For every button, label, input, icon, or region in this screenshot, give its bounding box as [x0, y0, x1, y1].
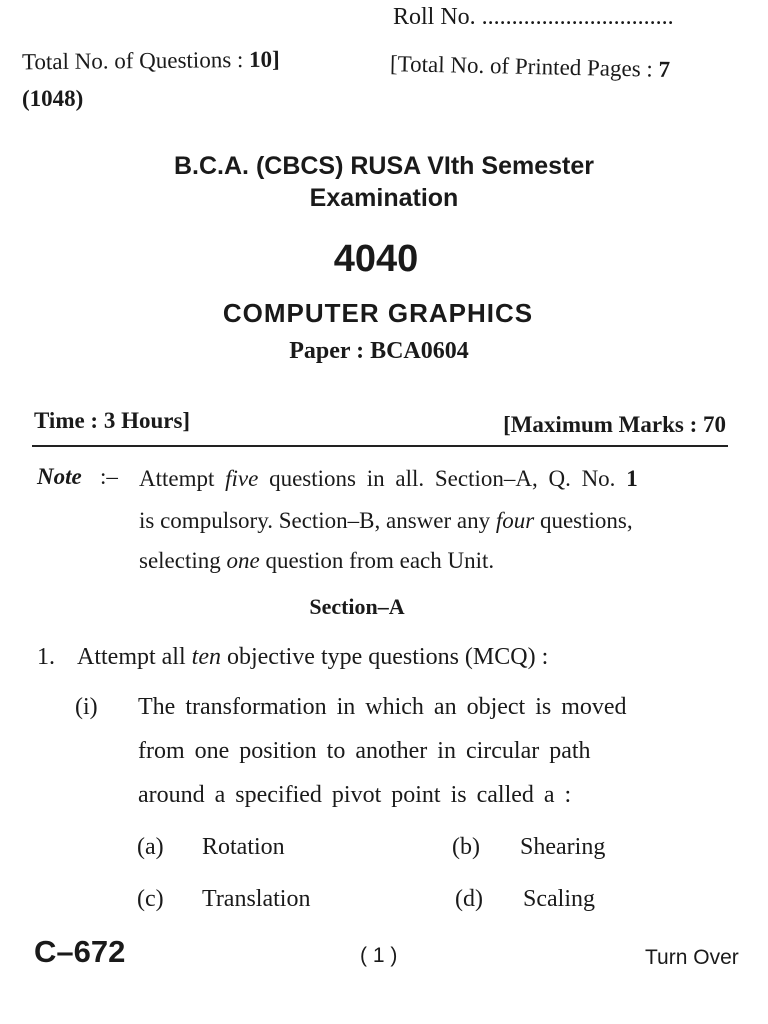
option-c-label: (c) — [137, 886, 164, 912]
subquestion-number: (i) — [75, 694, 98, 720]
roll-number-field: Roll No. ................................ — [393, 4, 674, 30]
exam-title-line1: B.C.A. (CBCS) RUSA VIth Semester — [174, 152, 594, 180]
subject-title: COMPUTER GRAPHICS — [222, 298, 534, 328]
total-printed-pages — [390, 51, 671, 83]
subquestion-line-3: around a specified pivot point is called a : — [138, 782, 572, 808]
total-questions — [22, 47, 280, 76]
option-d-label: (d) — [455, 886, 483, 912]
note-line-2: is compulsory. Section–B, answer any four questions, — [139, 508, 633, 533]
question-text: Attempt all ten objective type questions (MCQ) : — [77, 644, 549, 670]
page-number: ( 1 ) — [360, 944, 398, 967]
total-questions-label: Total No. of Questions : — [21, 46, 250, 75]
subquestion-line-2: from one position to another in circular path — [138, 738, 591, 764]
question-number: 1. — [37, 644, 55, 670]
turn-over-label: Turn Over — [645, 946, 739, 969]
option-c-text: Translation — [202, 886, 311, 912]
max-marks: [Maximum Marks : 70 — [503, 412, 726, 437]
total-pages-label: [Total No. of Printed Pages : — [389, 51, 659, 82]
note-line-3: selecting one question from each Unit. — [139, 548, 495, 573]
note-dash: :– — [100, 464, 118, 489]
exam-title-line2: Examination — [309, 184, 459, 212]
option-b-label: (b) — [452, 834, 480, 860]
subquestion-line-1: The transformation in which an object is moved — [138, 694, 627, 720]
option-b-text: Shearing — [520, 834, 606, 860]
paper-code: (1048) — [22, 86, 84, 111]
option-a-text: Rotation — [202, 834, 285, 860]
footer-code: C–672 — [34, 934, 126, 969]
option-d-text: Scaling — [523, 886, 595, 912]
total-pages-value: 7 — [658, 56, 671, 82]
total-questions-value: 10] — [248, 46, 280, 72]
paper-id: Paper : BCA0604 — [289, 338, 469, 364]
exam-time: Time : 3 Hours] — [34, 408, 191, 433]
note-label: Note — [37, 464, 82, 489]
note-line-1: Attempt five questions in all. Section–A, Q. No. 1 — [139, 466, 638, 491]
section-a-heading: Section–A — [309, 594, 405, 619]
header-divider — [32, 445, 728, 447]
paper-number: 4040 — [333, 238, 419, 280]
option-a-label: (a) — [137, 834, 164, 860]
